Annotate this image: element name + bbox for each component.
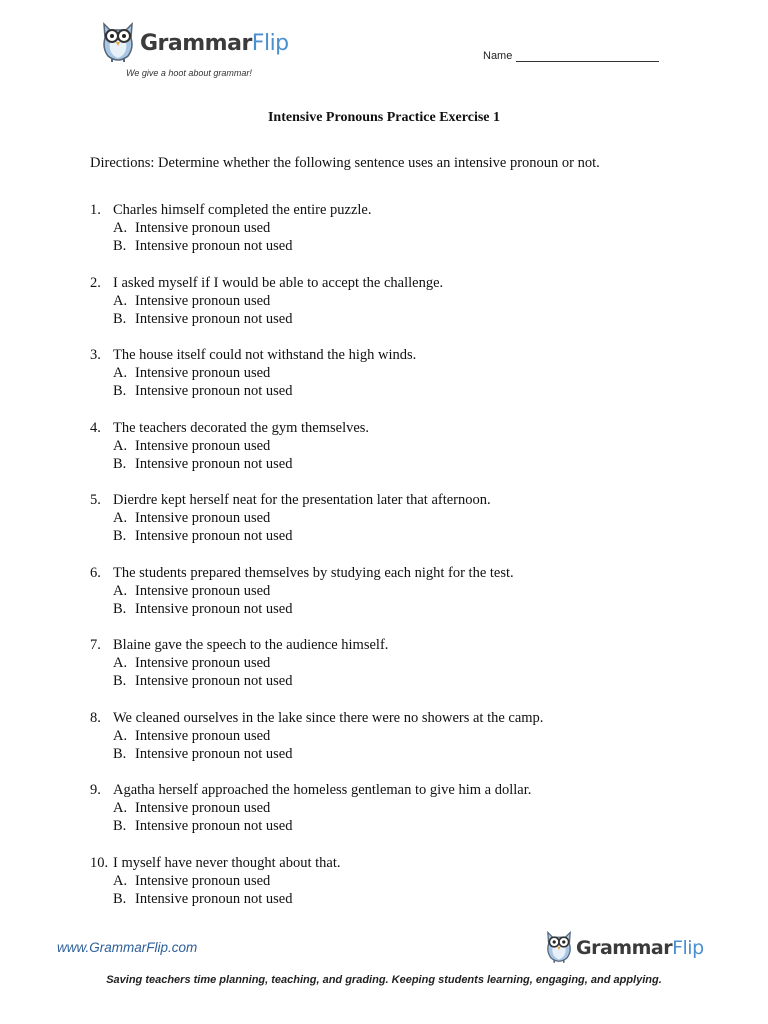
- owl-icon: [543, 926, 575, 966]
- question-number: 2.: [90, 274, 101, 291]
- tagline: We give a hoot about grammar!: [126, 68, 252, 78]
- question-list: [90, 201, 710, 926]
- brand-part-flip: Flip: [672, 937, 704, 959]
- option-letter: B.: [113, 818, 127, 834]
- question-item: [90, 419, 710, 492]
- option-text: Intensive pronoun not used: [135, 890, 293, 907]
- option-b: [90, 817, 710, 835]
- name-blank-line[interactable]: [516, 51, 659, 62]
- option-text: Intensive pronoun used: [135, 220, 271, 236]
- option-b: [90, 672, 710, 690]
- option-letter: B.: [113, 238, 127, 254]
- option-b: [90, 745, 710, 763]
- option-b: [90, 455, 710, 473]
- question-text: I myself have never thought about that.: [113, 854, 341, 871]
- option-text: Intensive pronoun not used: [135, 673, 293, 689]
- option-letter: A.: [113, 655, 128, 671]
- question-number: 6.: [90, 564, 101, 581]
- footer-logo: [543, 926, 703, 970]
- question-text: Agatha herself approached the homeless gentleman to give him a dollar.: [113, 782, 532, 798]
- brand-part-flip: Flip: [251, 31, 289, 56]
- option-b: [90, 527, 710, 545]
- question-text: Dierdre kept herself neat for the presentation later that afternoon.: [113, 492, 491, 508]
- option-a: [90, 292, 710, 310]
- option-text: Intensive pronoun used: [135, 800, 271, 816]
- option-letter: B.: [113, 890, 127, 907]
- question-number: 7.: [90, 637, 101, 653]
- option-b: [90, 890, 710, 908]
- option-letter: B.: [113, 528, 127, 544]
- option-text: Intensive pronoun used: [135, 292, 271, 309]
- question-text: The teachers decorated the gym themselves.: [113, 419, 370, 436]
- question-number: 3.: [90, 347, 101, 363]
- option-text: Intensive pronoun used: [135, 872, 271, 889]
- header-logo: [98, 18, 298, 80]
- option-text: Intensive pronoun not used: [135, 600, 293, 617]
- option-text: Intensive pronoun used: [135, 655, 271, 671]
- page-title: Intensive Pronouns Practice Exercise 1: [267, 110, 500, 125]
- option-text: Intensive pronoun used: [135, 437, 271, 454]
- question-item: [90, 854, 710, 927]
- question-number: 9.: [90, 782, 101, 798]
- option-letter: A.: [113, 727, 128, 744]
- option-letter: B.: [113, 600, 127, 617]
- option-b: [90, 237, 710, 255]
- brand-part-grammar: Grammar: [576, 937, 673, 959]
- owl-icon: [98, 18, 138, 64]
- option-text: Intensive pronoun not used: [135, 528, 293, 544]
- option-a: [90, 654, 710, 672]
- option-letter: A.: [113, 582, 128, 599]
- footer-website-link[interactable]: www.GrammarFlip.com: [57, 940, 198, 955]
- option-text: Intensive pronoun not used: [135, 238, 293, 254]
- option-text: Intensive pronoun not used: [135, 818, 293, 834]
- question-text: Charles himself completed the entire puzzle.: [113, 202, 372, 218]
- option-text: Intensive pronoun used: [135, 365, 271, 381]
- option-letter: A.: [113, 365, 128, 381]
- option-letter: B.: [113, 745, 127, 762]
- option-letter: B.: [113, 383, 127, 399]
- option-a: [90, 364, 710, 382]
- option-text: Intensive pronoun not used: [135, 383, 293, 399]
- question-text: I asked myself if I would be able to accept the challenge.: [113, 274, 444, 291]
- option-letter: A.: [113, 800, 128, 816]
- question-item: [90, 636, 710, 709]
- footer-slogan: Saving teachers time planning, teaching, and grading. Keeping students learning, engaging, and applying.: [106, 974, 662, 986]
- brand-wordmark: [576, 937, 704, 959]
- directions-text: Directions: Determine whether the following sentence uses an intensive pronoun or not.: [90, 155, 600, 171]
- question-item: [90, 201, 710, 274]
- option-letter: B.: [113, 455, 127, 472]
- question-text: We cleaned ourselves in the lake since there were no showers at the camp.: [113, 709, 544, 726]
- option-letter: A.: [113, 872, 128, 889]
- option-a: [90, 799, 710, 817]
- brand-part-grammar: Grammar: [140, 31, 252, 56]
- question-number: 1.: [90, 202, 101, 218]
- option-b: [90, 600, 710, 618]
- option-a: [90, 727, 710, 745]
- option-letter: A.: [113, 220, 128, 236]
- question-item: [90, 491, 710, 564]
- question-item: [90, 781, 710, 854]
- option-letter: A.: [113, 437, 128, 454]
- question-item: [90, 274, 710, 347]
- question-text: The students prepared themselves by studying each night for the test.: [113, 564, 514, 581]
- question-item: [90, 709, 710, 782]
- question-item: [90, 346, 710, 419]
- question-number: 5.: [90, 492, 101, 508]
- option-text: Intensive pronoun used: [135, 510, 271, 526]
- name-label: Name: [483, 50, 513, 62]
- option-a: [90, 219, 710, 237]
- option-letter: B.: [113, 310, 127, 327]
- option-text: Intensive pronoun used: [135, 727, 271, 744]
- option-b: [90, 310, 710, 328]
- question-text: Blaine gave the speech to the audience himself.: [113, 637, 389, 653]
- question-number: 8.: [90, 709, 101, 726]
- option-a: [90, 582, 710, 600]
- option-a: [90, 509, 710, 527]
- option-b: [90, 382, 710, 400]
- option-text: Intensive pronoun not used: [135, 745, 293, 762]
- option-text: Intensive pronoun used: [135, 582, 271, 599]
- option-letter: A.: [113, 510, 128, 526]
- question-text: The house itself could not withstand the high winds.: [113, 347, 417, 363]
- option-a: [90, 872, 710, 890]
- option-a: [90, 437, 710, 455]
- option-text: Intensive pronoun not used: [135, 455, 293, 472]
- option-letter: A.: [113, 292, 128, 309]
- question-number: 10.: [90, 854, 109, 871]
- question-number: 4.: [90, 419, 101, 436]
- question-item: [90, 564, 710, 637]
- option-letter: B.: [113, 673, 127, 689]
- option-text: Intensive pronoun not used: [135, 310, 293, 327]
- name-field[interactable]: [483, 50, 659, 62]
- brand-wordmark: [140, 31, 289, 56]
